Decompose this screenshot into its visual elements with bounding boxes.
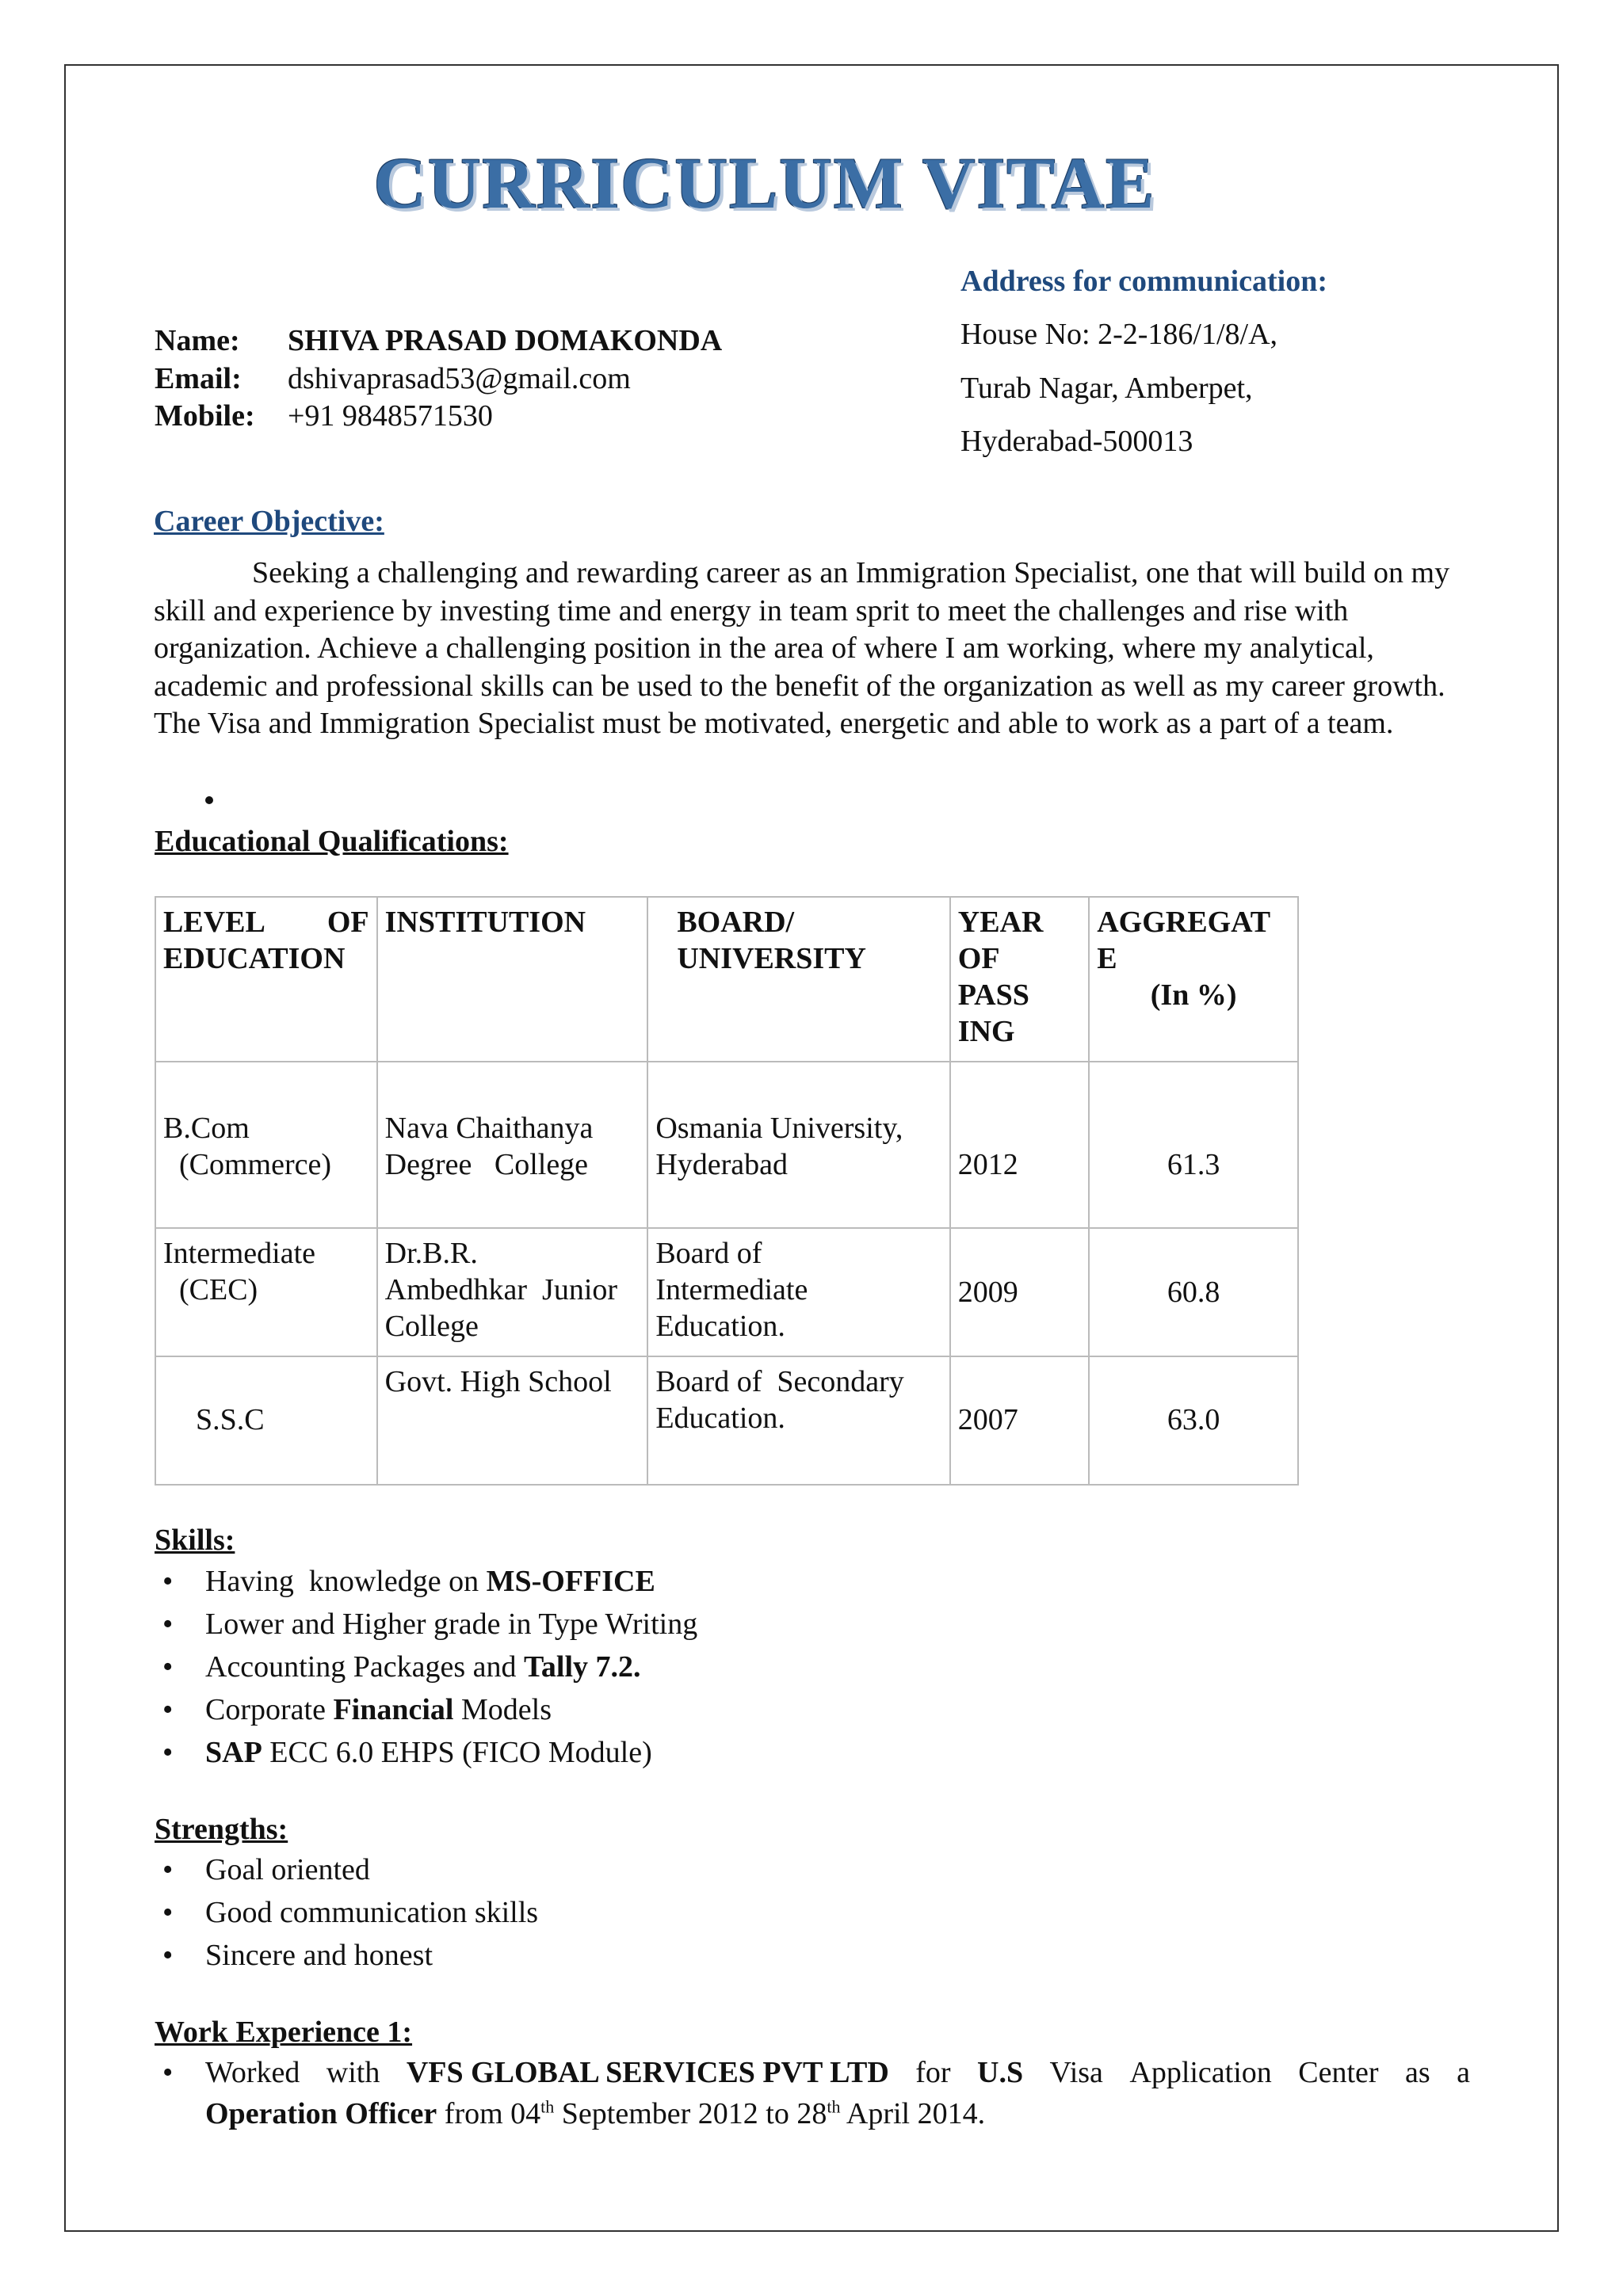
address-line: Turab Nagar, Amberpet, (960, 372, 1253, 405)
list-item: • Goal oriented (155, 1848, 538, 1891)
company-name: VFS GLOBAL SERVICES PVT LTD (406, 2056, 889, 2089)
cell-institution: Govt. High School (377, 1356, 648, 1485)
career-objective-heading: Career Objective: (154, 505, 384, 538)
career-objective-body: Seeking a challenging and rewarding career as an Immigration Specialist, one that will build on my skill and experience by investing time and energy in team sprit to meet the challenges and rise with organization. Achieve a challenging position in the area of where I am working, where my analytical, academic and professional skills can be used to the benefit of the organization as well as my career growth. The Visa and Immigration Specialist must be motivated, energetic and able to work as a part of a team. (154, 556, 1450, 740)
address-heading: Address for communication: (960, 265, 1328, 298)
cell-level: B.Com (Commerce) (155, 1062, 377, 1228)
skills-heading: Skills: (155, 1524, 235, 1557)
stray-bullet-dot (205, 796, 213, 804)
education-heading: Educational Qualifications: (155, 825, 509, 858)
cell-board: Board of Intermediate Education. (647, 1228, 949, 1356)
education-table (155, 896, 1299, 1486)
document-title: CURRICULUM VITAE (373, 143, 1156, 223)
cell-level: Intermediate (CEC) (155, 1228, 377, 1356)
email-label: Email: (155, 362, 242, 395)
header-aggregate: AGGREGAT E (In %) (1089, 897, 1298, 1062)
address-line: House No: 2-2-186/1/8/A, (960, 318, 1278, 351)
mobile-value: +91 9848571530 (288, 399, 493, 433)
name-value: SHIVA PRASAD DOMAKONDA (288, 324, 723, 357)
mobile-row (155, 399, 493, 433)
cell-board: Osmania University, Hyderabad (647, 1062, 949, 1228)
cell-board: Board of Secondary Education. (647, 1356, 949, 1485)
table-header-row (155, 897, 1298, 1062)
cell-level: S.S.C (155, 1356, 377, 1485)
address-line: Hyderabad-500013 (960, 425, 1193, 458)
list-item: • Accounting Packages and Tally 7.2. (155, 1646, 697, 1688)
header-year: YEAR OF PASS ING (950, 897, 1089, 1062)
header-institution: INSTITUTION (377, 897, 648, 1062)
cell-year: 2012 (950, 1062, 1089, 1228)
work-experience-heading: Work Experience 1: (155, 2016, 413, 2049)
cell-institution: Nava Chaithanya Degree College (377, 1062, 648, 1228)
strengths-heading: Strengths: (155, 1813, 288, 1846)
career-objective-text (154, 555, 1453, 743)
list-item: • Lower and Higher grade in Type Writing (155, 1603, 697, 1646)
mobile-label: Mobile: (155, 399, 255, 433)
cell-year: 2009 (950, 1228, 1089, 1356)
table-row (155, 1228, 1298, 1356)
list-item: • Sincere and honest (155, 1934, 538, 1977)
list-item: • Corporate Financial Models (155, 1688, 697, 1731)
job-role: Operation Officer (205, 2097, 437, 2130)
list-item: • Good communication skills (155, 1891, 538, 1934)
email-row (155, 361, 631, 396)
cell-aggregate: 63.0 (1089, 1356, 1298, 1485)
strengths-list (155, 1848, 538, 1977)
cell-institution: Dr.B.R. Ambedhkar Junior College (377, 1228, 648, 1356)
header-level: LEVEL OF EDUCATION (155, 897, 377, 1062)
header-board: BOARD/ UNIVERSITY (647, 897, 949, 1062)
cell-aggregate: 61.3 (1089, 1062, 1298, 1228)
bullet-glyph: • (162, 2056, 174, 2089)
cell-year: 2007 (950, 1356, 1089, 1485)
table-row (155, 1356, 1298, 1485)
skills-list (155, 1560, 697, 1774)
cell-aggregate: 60.8 (1089, 1228, 1298, 1356)
work-experience-item: • Worked with VFS GLOBAL SERVICES PVT LTD for U.S Visa Application Center as a Operation Officer from 04th September 2012 to 28th April 2014. (155, 2052, 1470, 2134)
email-value[interactable]: dshivaprasad53@gmail.com (288, 362, 631, 395)
name-label: Name: (155, 324, 240, 357)
list-item: • SAP ECC 6.0 EHPS (FICO Module) (155, 1731, 697, 1774)
list-item: • Having knowledge on MS-OFFICE (155, 1560, 697, 1603)
name-row (155, 323, 722, 358)
table-row (155, 1062, 1298, 1228)
